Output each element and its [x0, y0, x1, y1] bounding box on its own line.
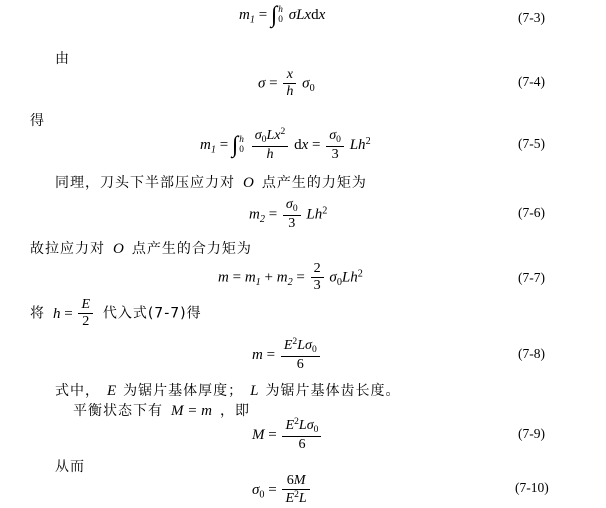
prose-tongli [55, 172, 367, 192]
equation-7-8: m = $\frac{E^2L\sigma_0}{6}$ [252, 338, 322, 374]
equation-7-6: $m_2$ = $\frac{\sigma_0}{3}$ Lh$^2$ [249, 196, 328, 232]
prose-shizhong-part2: 为锯片基体厚度； [123, 383, 244, 399]
equation-tag-7-8: (7-8) [518, 346, 545, 361]
prose-conger: 从而 [55, 459, 85, 475]
equation-tag-7-7: (7-7) [518, 270, 545, 285]
prose-you: 由 [55, 51, 70, 67]
equation-7-3: $m_1$ = ∫ h 0 σLxdx [239, 2, 326, 29]
equation-tag-7-4: (7-4) [518, 74, 545, 89]
symbol-L: L [250, 383, 259, 399]
equation-7-7: $m = m_1 + m_2$ = $\frac{2}{3}$ $\sigma_0Lh^2$ [218, 260, 363, 294]
equation-tag-7-3: (7-3) [518, 10, 545, 25]
equation-tag-7-10: (7-10) [515, 480, 549, 495]
prose-shizhong [55, 380, 401, 400]
equation-tag-7-5: (7-5) [518, 136, 545, 151]
symbol-E: E [107, 383, 117, 399]
equation-7-9: M = $\frac{E^2L\sigma_0}{6}$ [252, 418, 323, 454]
prose-tongli-part1: 同理，刀头下半部压应力对 [55, 175, 235, 191]
prose-pingheng-part1: 平衡状态下有 [73, 403, 163, 419]
inline-equation-h-E-2: h = $\frac{E}{2}$ [53, 306, 99, 322]
prose-pingheng-part2: ，即 [219, 403, 250, 419]
equation-7-5: $m_1$ = ∫ h 0 $\frac{\sigma_0Lx^2}{h}$ dx = $\frac{\sigma_0}{3}$ Lh$^2$ [200, 126, 371, 163]
prose-shizhong-part1: 式中， [55, 383, 100, 399]
prose-jiang-h [30, 298, 202, 331]
prose-tongli-part2: 点产生的力矩为 [261, 175, 367, 191]
prose-gula-part2: 点产生的合力矩为 [131, 241, 252, 257]
equation-7-4: σ = $\frac{x}{h}$ $\sigma_0$ [258, 66, 315, 100]
prose-pingheng [73, 400, 250, 420]
equation-tag-7-9: (7-9) [518, 426, 545, 441]
prose-de: 得 [30, 113, 45, 129]
prose-jiang-part2: 代入式(7-7)得 [102, 305, 202, 322]
symbol-O: O [243, 175, 254, 191]
symbol-O-2: O [113, 241, 124, 257]
prose-shizhong-part3: 为锯片基体齿长度。 [265, 383, 401, 399]
prose-gula-part1: 故拉应力对 [30, 241, 105, 257]
inline-equation-M-eq-m: M = m [171, 403, 212, 419]
equation-tag-7-6: (7-6) [518, 205, 545, 220]
equation-7-10: $\sigma_0$ = $\frac{6M}{E^2L}$ [252, 474, 312, 508]
prose-jiang-part1: 将 [30, 305, 45, 322]
prose-gula [30, 238, 252, 258]
